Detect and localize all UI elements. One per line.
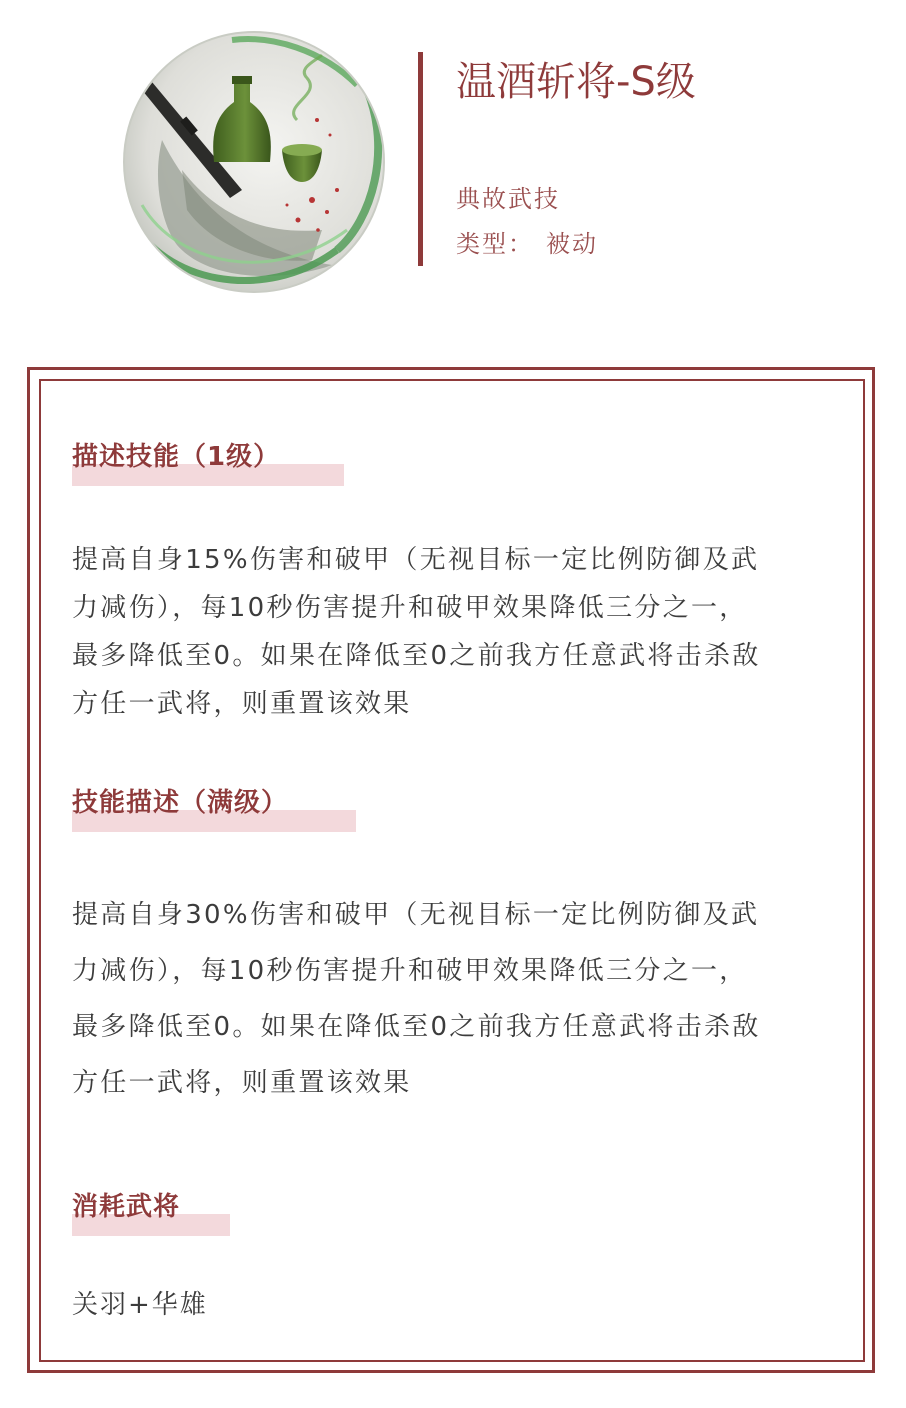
max-level-description — [72, 887, 842, 1111]
skill-category: 典故武技 — [456, 185, 560, 213]
skill-header — [0, 0, 906, 330]
section-heading-consumed: 消耗武将 — [72, 1190, 180, 1236]
level1-description — [72, 536, 842, 728]
skill-type-value: 被动 — [546, 230, 598, 258]
description-line: 最多降低至0。如果在降低至0之前我方任意武将击杀敌 — [72, 1012, 761, 1042]
description-line: 提高自身30%伤害和破甲（无视目标一定比例防御及武 — [72, 900, 760, 930]
description-line: 力减伤），每10秒伤害提升和破甲效果降低三分之一， — [72, 956, 748, 986]
skill-type — [456, 228, 598, 260]
section-heading-level1: 描述技能（1级） — [72, 440, 280, 486]
description-line: 方任一武将，则重置该效果 — [72, 1068, 412, 1098]
description-line: 提高自身15%伤害和破甲（无视目标一定比例防御及武 — [72, 545, 760, 575]
title-divider — [418, 52, 423, 266]
section-heading-max-level: 技能描述（满级） — [72, 786, 288, 832]
consumed-generals: 关羽+华雄 — [72, 1290, 208, 1320]
wine-bottle-cup-sword-icon — [122, 30, 386, 294]
description-line: 力减伤），每10秒伤害提升和破甲效果降低三分之一， — [72, 593, 748, 623]
skill-title: 温酒斩将-S级 — [456, 59, 696, 105]
description-line: 方任一武将，则重置该效果 — [72, 689, 412, 719]
description-line: 最多降低至0。如果在降低至0之前我方任意武将击杀敌 — [72, 641, 761, 671]
skill-type-label: 类型： — [456, 230, 534, 258]
